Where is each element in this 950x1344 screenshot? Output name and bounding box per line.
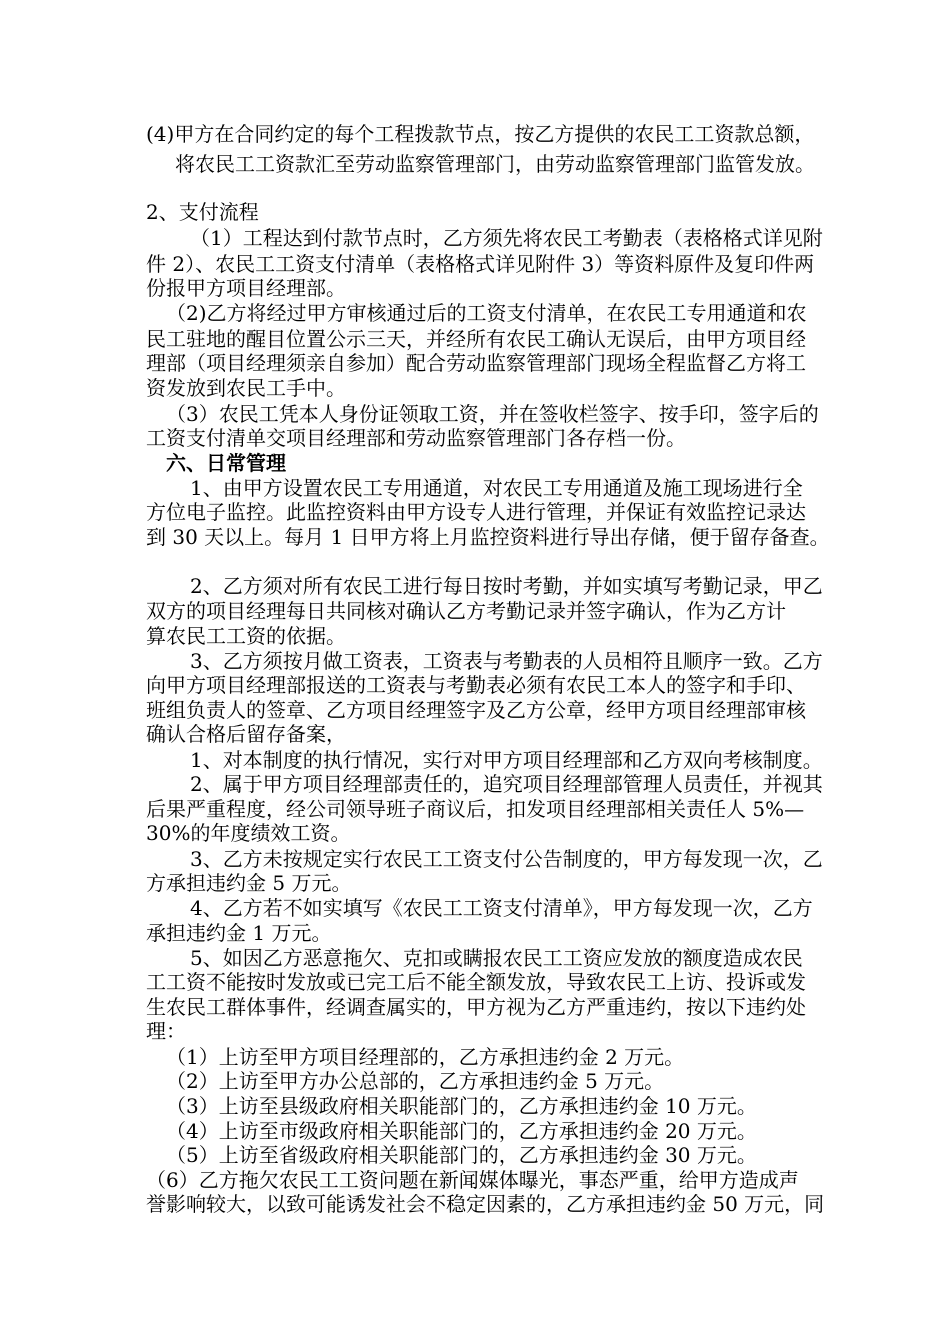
text-line: 将农民工工资款汇至劳动监察管理部门，由劳动监察管理部门监管发放。 [175, 152, 815, 176]
text-line: 理部（项目经理须亲自参加）配合劳动监察管理部门现场全程监督乙方将工 [146, 351, 806, 375]
text-line: 双方的项目经理每日共同核对确认乙方考勤记录并签字确认，作为乙方计 [146, 599, 786, 623]
list-item: （3）上访至县级政府相关职能部门的，乙方承担违约金 10 万元。 [166, 1094, 757, 1118]
text-line: 生农民工群体事件，经调查属实的，甲方视为乙方严重违约，按以下违约处 [146, 995, 806, 1019]
text-line: 资发放到农民工手中。 [146, 376, 346, 400]
text-line: 算农民工工资的依据。 [146, 624, 346, 648]
text-line: 5、如因乙方恶意拖欠、克扣或瞒报农民工工资应发放的额度造成农民 [190, 946, 803, 970]
text-line: 确认合格后留存备案， [146, 722, 346, 746]
text-line: 誉影响较大，以致可能诱发社会不稳定因素的，乙方承担违约金 50 万元，同 [146, 1192, 825, 1216]
list-item: （2）上访至甲方办公总部的，乙方承担违约金 5 万元。 [166, 1069, 665, 1093]
text-line: 工工资不能按时发放或已完工后不能全额发放，导致农民工上访、投诉或发 [146, 970, 806, 994]
text-line: （6）乙方拖欠农民工工资问题在新闻媒体曝光，事态严重，给甲方造成声 [146, 1168, 799, 1192]
text-line: 民工驻地的醒目位置公示三天，并经所有农民工确认无误后，由甲方项目经 [146, 327, 806, 351]
text-line: 理： [146, 1019, 186, 1043]
text-line: 方承担违约金 5 万元。 [146, 871, 352, 895]
text-line: 工资支付清单交项目经理部和劳动监察管理部门各存档一份。 [146, 426, 686, 450]
text-line: 向甲方项目经理部报送的工资表与考勤表必须有农民工本人的签字和手印、 [146, 673, 806, 697]
text-line: （2)乙方将经过甲方审核通过后的工资支付清单，在农民工专用通道和农 [166, 301, 807, 325]
text-line: 到 30 天以上。每月 1 日甲方将上月监控资料进行导出存储，便于留存备查。 [146, 525, 830, 549]
text-line: 3、乙方须按月做工资表，工资表与考勤表的人员相符且顺序一致。乙方 [190, 649, 823, 673]
text-line: 2、属于甲方项目经理部责任的，追究项目经理部管理人员责任，并视其 [190, 772, 823, 796]
chapter-heading: 六、日常管理 [166, 451, 286, 475]
text-line: 班组负责人的签章、乙方项目经理签字及乙方公章，经甲方项目经理部审核 [146, 698, 806, 722]
text-line: 1、对本制度的执行情况，实行对甲方项目经理部和乙方双向考核制度。 [190, 748, 823, 772]
text-line: 4、乙方若不如实填写《农民工工资支付清单》，甲方每发现一次，乙方 [190, 896, 813, 920]
text-line: 份报甲方项目经理部。 [146, 276, 346, 300]
list-item: （1）上访至甲方项目经理部的，乙方承担违约金 2 万元。 [166, 1045, 685, 1069]
section-heading: 2、支付流程 [146, 200, 259, 224]
text-line: 方位电子监控。此监控资料由甲方设专人进行管理，并保证有效监控记录达 [146, 500, 806, 524]
text-line: 2、乙方须对所有农民工进行每日按时考勤，并如实填写考勤记录，甲乙 [190, 574, 823, 598]
text-line: 30%的年度绩效工资。 [146, 821, 351, 845]
text-line: 承担违约金 1 万元。 [146, 921, 332, 945]
text-line: (4)甲方在合同约定的每个工程拨款节点，按乙方提供的农民工工资款总额， [146, 122, 815, 146]
list-item: （5）上访至省级政府相关职能部门的，乙方承担违约金 30 万元。 [166, 1143, 757, 1167]
text-line: 件 2）、农民工工资支付清单（表格格式详见附件 3）等资料原件及复印件两 [146, 252, 815, 276]
text-line: 1、由甲方设置农民工专用通道，对农民工专用通道及施工现场进行全 [190, 476, 803, 500]
text-line: （3）农民工凭本人身份证领取工资，并在签收栏签字、按手印，签字后的 [166, 402, 819, 426]
text-line: 后果严重程度，经公司领导班子商议后，扣发项目经理部相关责任人 5%— [146, 797, 805, 821]
list-item: （4）上访至市级政府相关职能部门的，乙方承担违约金 20 万元。 [166, 1119, 757, 1143]
text-line: （1）工程达到付款节点时，乙方须先将农民工考勤表（表格格式详见附 [190, 226, 823, 250]
text-line: 3、乙方未按规定实行农民工工资支付公告制度的，甲方每发现一次，乙 [190, 847, 823, 871]
